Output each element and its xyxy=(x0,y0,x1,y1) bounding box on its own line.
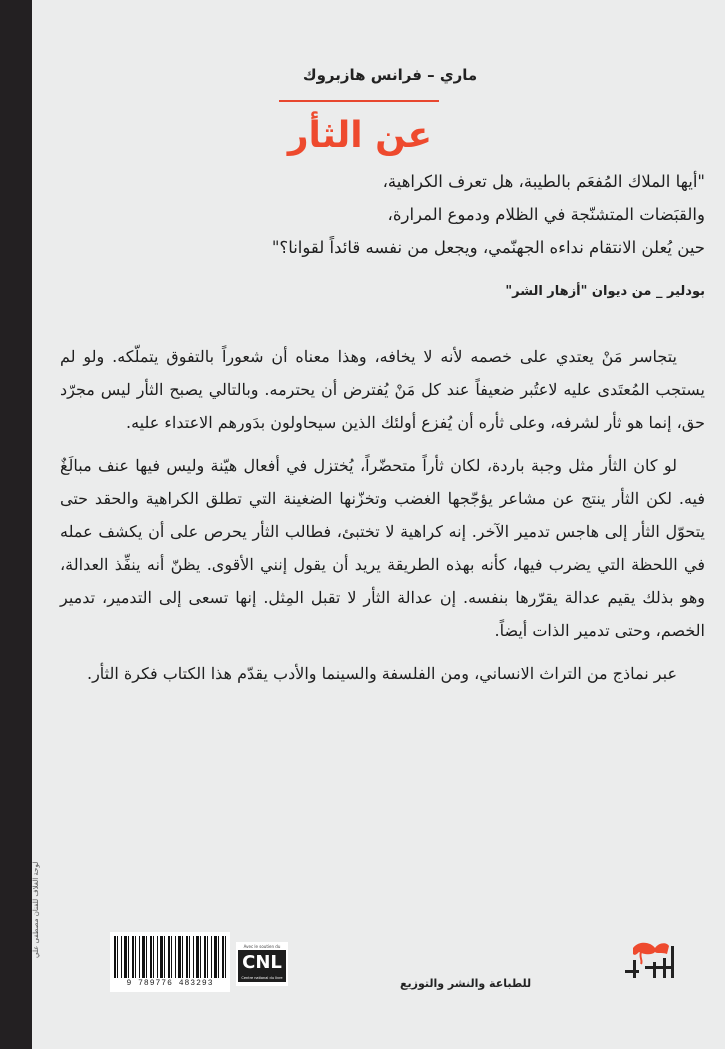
blurb-paragraph: لو كان الثأر مثل وجبة باردة، لكان ثأراً متحضّراً، يُختزل في أفعال هيّنة وليس فيها عنف مبالَغٌ فيه. لكن الثأر ينتج عن مشاعر يؤجّجها الغضب وتخزّنها الضغينة التي تطلق الكراهية والحقد حتى يتحوّل الثأر إلى هاجس تدمير الآخر. إنه كراهية لا تختبئ، فطالب الثأر يحرص على أن يكشف عمله في اللحظة التي يضرب فيها، كأنه بهذه الطريقة يريد أن يقول إنني الأقوى. يظنّ أنه ينفِّذ العدالة، وهو بذلك يقيم عدالة يقرّرها بنفسه. إن عدالة الثأر لا تقبل المِثل. إنها تسعى إلى التدمير، تدمير الخصم، وحتى تدمير الذات أيضاً. xyxy=(60,456,705,640)
epigraph-line: حين يُعلن الانتقام نداءه الجهنّمي، ويجعل من نفسه قائداً لقوانا؟" xyxy=(271,238,705,257)
epigraph-line: والقبَضات المتشنّجة في الظلام ودموع المرارة، xyxy=(387,205,705,224)
blurb-paragraph: يتجاسر مَنْ يعتدي على خصمه لأنه لا يخافه، وهذا معناه أن شعوراً بالتفوق يتملّكه. ولو لم يستجب المُعتَدى عليه لاعتُبر ضعيفاً عند كل مَنْ يُفترض أن يحترمه. وبالتالي يصبح الثأر ليس مجرّد حق، إنما هو ثأر لشرفه، وعلى ثأره أن يُفزع أولئك الذين سيحاولون بدَورهم الاعتداء عليه. xyxy=(60,347,705,432)
publisher-flag-logo-icon xyxy=(605,940,685,982)
blurb-text xyxy=(60,340,705,700)
cnl-subtitle: Centre national du livre xyxy=(241,976,283,980)
barcode-bars-icon xyxy=(114,936,226,978)
isbn-barcode xyxy=(110,932,230,992)
epigraph-quote xyxy=(265,165,705,264)
epigraph-attribution: بودلير _ من ديوان "أزهار الشر" xyxy=(505,284,705,299)
cnl-label: CNL xyxy=(242,952,282,973)
blurb-paragraph: عبر نماذج من التراث الانساني، ومن الفلسفة والسينما والأدب يقدّم هذا الكتاب فكرة الثأر. xyxy=(86,664,677,683)
title-divider xyxy=(279,100,439,102)
author-name: ماري – فرانس هازبروك xyxy=(302,66,478,84)
book-title: عن الثأر xyxy=(287,115,433,156)
cnl-support-text: Avec le soutien du xyxy=(243,944,281,949)
cnl-mark xyxy=(238,950,286,982)
cnl-logo xyxy=(236,942,288,986)
isbn-digits: 9 789776 483293 xyxy=(126,979,214,988)
cover-art-credit: لوحة الغلاف للفنان مصطفى علي xyxy=(32,861,40,959)
book-spine-edge xyxy=(0,0,32,1049)
publisher-tagline: للطباعة والنشر والتوزيع xyxy=(400,977,532,990)
epigraph-line: "أيها الملاك المُفعَم بالطيبة، هل تعرف الكراهية، xyxy=(382,172,705,191)
